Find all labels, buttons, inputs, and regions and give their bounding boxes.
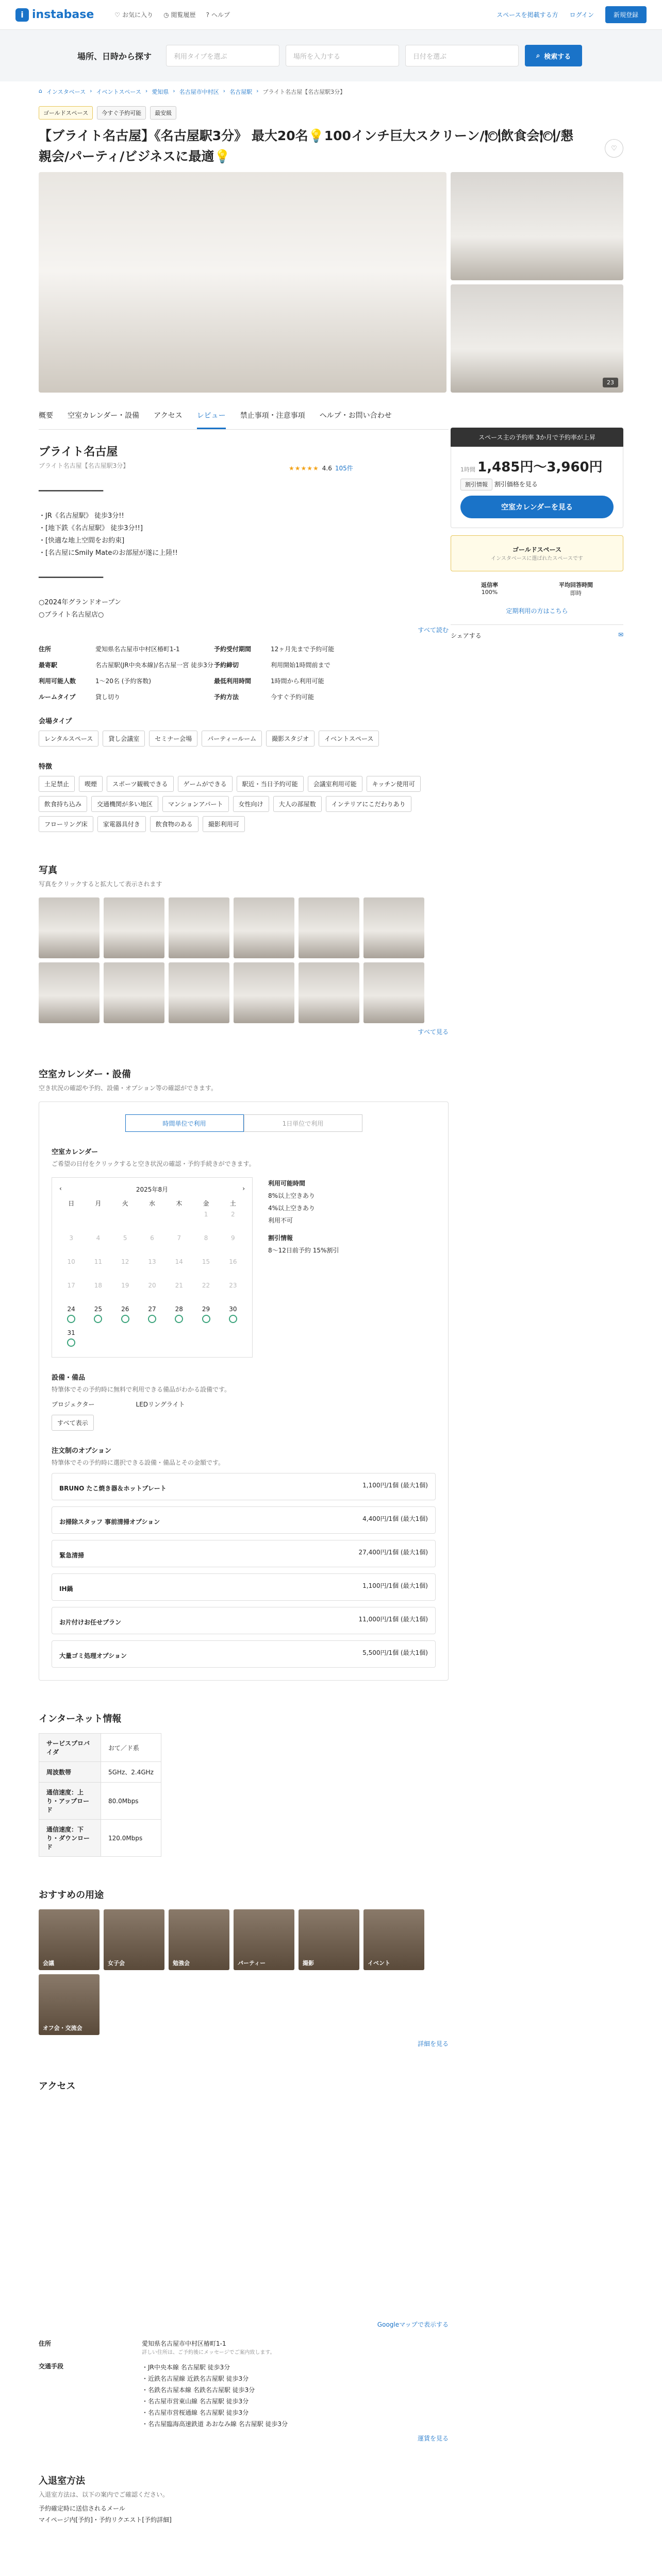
calendar-section-title: 空室カレンダー (52, 1148, 98, 1156)
calendar-tabs (52, 1114, 436, 1132)
internet-value: おて／ド系 (101, 1734, 161, 1762)
photos-sub: 写真をクリックすると拡大して表示されます (39, 880, 162, 888)
tab-hourly[interactable]: 時間単位で利用 (125, 1114, 244, 1132)
traffic-item: ・近鉄名古屋線 近鉄名古屋駅 徒歩3分 (142, 2375, 249, 2382)
info-grid (39, 645, 449, 701)
access-info (39, 2339, 449, 2430)
calendar-day[interactable]: 25 (86, 1306, 110, 1326)
calendar-day: 23 (229, 1282, 237, 1289)
equipment-sub: 特筆体でその予約時に無料で利用できる備品がわかる設備です。 (52, 1386, 231, 1393)
info-value: 名古屋駅(JR中央本線)/名古屋一宮 徒歩3分 (95, 662, 213, 669)
options-sub: 特筆体でその予約時に選択できる設備・備品とその金額です。 (52, 1459, 225, 1466)
header (0, 0, 662, 30)
internet-title: インターネット情報 (39, 1714, 122, 1724)
fare-link[interactable]: 運賃を見る (417, 2435, 449, 2442)
internet-row (39, 1734, 161, 1762)
legend-item: 4%以上空きあり (268, 1205, 316, 1212)
use-label: イベント (368, 1960, 390, 1967)
calendar-blank (167, 1211, 191, 1231)
photo-thumb[interactable] (299, 897, 359, 958)
gallery-photo[interactable] (451, 284, 623, 393)
access-title: アクセス (39, 2081, 76, 2092)
types-title: 会場タイプ (39, 718, 72, 725)
instant-badge: 今すぐ予約可能 (97, 106, 146, 120)
internet-key: 通信速度：下り・ダウンロード (39, 1820, 101, 1857)
photo-count[interactable]: 23 (603, 378, 618, 387)
feature-chip: 喫煙 (79, 776, 103, 792)
uses-more-link[interactable]: 詳細を見る (417, 2040, 449, 2047)
stat-value: 100% (481, 589, 498, 596)
calendar-day[interactable]: 27 (140, 1306, 164, 1326)
sidebar (451, 428, 623, 640)
photos-more-link[interactable]: すべて見る (418, 1028, 449, 1036)
gallery (39, 172, 623, 393)
calendar-day: 19 (121, 1282, 129, 1289)
photo-thumb[interactable] (39, 897, 100, 958)
date-input[interactable]: 日付を選ぶ (405, 45, 519, 66)
section-tabs (39, 403, 449, 430)
info-value: 1〜20名 (予約客数) (95, 677, 152, 685)
type-chip: パーティールーム (202, 731, 262, 747)
equipment-more-button[interactable]: すべて表示 (52, 1415, 94, 1431)
feature-chip: フローリング床 (39, 816, 93, 832)
rating[interactable] (289, 464, 353, 472)
feature-chip: 家電器具付き (97, 816, 146, 832)
calendar-blank (86, 1211, 110, 1231)
calendar-day: 2 (231, 1211, 235, 1218)
option-item[interactable] (52, 1506, 436, 1534)
calendar-day: 4 (96, 1234, 101, 1242)
calendar-hint: ご希望の日付をクリックすると空き状況の確認・予約手続きができます。 (52, 1160, 255, 1167)
tab-calendar[interactable]: 空室カレンダー・設備 (68, 412, 140, 420)
use-label: 撮影 (303, 1960, 314, 1967)
calendar-day: 18 (94, 1282, 103, 1289)
calendar-month: 2025年8月 (136, 1186, 169, 1193)
equipment-item: LEDリングライト (136, 1401, 185, 1408)
location-input[interactable]: 場所を入力する (286, 45, 399, 66)
use-label: 会議 (43, 1960, 54, 1967)
info-key: 住所 (39, 646, 52, 653)
calendar-day: 8 (204, 1234, 208, 1242)
tab-reviews[interactable]: レビュー (197, 403, 226, 429)
types-chips (39, 731, 449, 747)
read-more-link[interactable]: すべて読む (418, 626, 449, 634)
feature-chip: ゲームができる (178, 776, 233, 792)
calendar-cta-button[interactable]: 空室カレンダーを見る (460, 496, 614, 518)
internet-key: 通信速度：上り・アップロード (39, 1783, 101, 1820)
calendar-sub: 空き状況の確認や予約、設備・オプション等の確認ができます。 (39, 1084, 217, 1092)
photo-thumb[interactable] (104, 897, 164, 958)
left-column (39, 443, 449, 2526)
regular-plan-link[interactable]: 定期利用の方はこちら (506, 607, 568, 615)
feature-chip: マンションアパート (162, 796, 229, 812)
calendar-panel (39, 1101, 449, 1681)
photo-thumb[interactable] (363, 962, 424, 1023)
option-price: 11,000円/1個 (最大1個) (358, 1616, 428, 1623)
uses-title: おすすめの用途 (39, 1890, 104, 1901)
features-chips (39, 776, 449, 832)
calendar-day[interactable]: 28 (167, 1306, 191, 1326)
calendar-day[interactable]: 26 (113, 1306, 137, 1326)
main-photo[interactable] (39, 172, 446, 393)
option-price: 1,100円/1個 (最大1個) (362, 1582, 428, 1589)
internet-row (39, 1820, 161, 1857)
use-label: パーティー (238, 1960, 266, 1967)
calendar-title: 空室カレンダー・設備 (39, 1069, 131, 1080)
photo-thumb[interactable] (363, 897, 424, 958)
space-name: ブライト名古屋 (39, 446, 118, 459)
photos-title: 写真 (39, 865, 57, 876)
option-item[interactable] (52, 1607, 436, 1634)
heart-icon: ♡ (611, 144, 617, 152)
breadcrumb-item[interactable]: 名古屋駅 (229, 89, 253, 95)
info-value: 今すぐ予約可能 (271, 693, 315, 701)
nav-label: ヘルプ (211, 11, 230, 19)
equipment-item: プロジェクター (52, 1401, 95, 1408)
traffic-item: ・名古屋市営東山線 名古屋駅 徒歩3分 (142, 2398, 249, 2405)
calendar-day[interactable]: 24 (59, 1306, 83, 1326)
traffic-list (142, 2362, 449, 2430)
month-calendar (52, 1177, 253, 1358)
header-right (496, 6, 647, 23)
info-key: 利用可能人数 (39, 677, 76, 685)
address-label: 住所 (39, 2340, 52, 2347)
option-item[interactable] (52, 1640, 436, 1668)
gold-title: ゴールドスペース (512, 546, 562, 553)
breadcrumb-item[interactable]: 名古屋市中村区 (179, 89, 219, 95)
logo[interactable] (15, 8, 94, 22)
use-card[interactable] (39, 1909, 100, 1970)
rating-value: 4.6 (322, 464, 332, 472)
description: ━━━━━━━━━━━━━━━━ ・JR《名古屋駅》 徒歩3分!! ・[地下鉄《名古屋駅》 徒歩3分!!] ・[快適な地上空間をお約束] ・[名古屋にSmily Mateのお部屋が遂に上陸!! ━━━━━━━━━━━━━━━━ ○2024年グランドオープン ○ブライト名古屋店○ (39, 487, 178, 619)
calendar-day[interactable]: 29 (194, 1306, 218, 1326)
main-content (0, 106, 662, 2526)
legend-item: 8%以上空きあり (268, 1192, 316, 1199)
feature-chip: 撮影利用可 (203, 816, 245, 832)
photo-thumb[interactable] (39, 962, 100, 1023)
internet-table (39, 1733, 161, 1857)
traffic-item: ・JR中央本線 名古屋駅 徒歩3分 (142, 2364, 230, 2371)
home-icon[interactable]: ⌂ (39, 88, 42, 94)
help-icon: ? (206, 11, 209, 19)
cheapest-badge: 最安級 (150, 106, 176, 120)
feature-chip: スポーツ観戦できる (107, 776, 174, 792)
weekday-label: 水 (148, 1200, 155, 1207)
option-item[interactable] (52, 1473, 436, 1500)
calendar-day: 10 (67, 1258, 75, 1265)
nav-history[interactable] (163, 10, 196, 19)
info-value: 愛知県名古屋市中村区椿町1-1 (95, 646, 180, 653)
weekday-label: 金 (203, 1200, 209, 1207)
gold-sub: インスタベースに選ばれたスペースです (491, 556, 583, 562)
features-title: 特徴 (39, 763, 53, 771)
type-chip: セミナー会場 (149, 731, 197, 747)
photo-grid (39, 897, 449, 1023)
list-space-link[interactable]: スペースを掲載する方 (496, 11, 558, 19)
calendar-blank (113, 1211, 137, 1231)
address: 愛知県名古屋市中村区椿町1-1 (142, 2340, 226, 2347)
feature-chip: 飲食物のある (150, 816, 198, 832)
option-name: IH鍋 (59, 1585, 73, 1592)
internet-value: 80.0Mbps (101, 1783, 161, 1820)
calendar-day: 9 (231, 1234, 235, 1242)
breadcrumb-current: ブライト名古屋【名古屋駅3分】 (262, 89, 346, 95)
calendar-day: 21 (175, 1282, 183, 1289)
gold-box (451, 535, 623, 571)
weekday-label: 火 (122, 1200, 128, 1207)
option-name: お掃除スタッフ 事前清掃オプション (59, 1518, 160, 1526)
stat-label: 返信率 (481, 582, 498, 588)
traffic-item: ・名古屋市営桜通線 名古屋駅 徒歩3分 (142, 2409, 249, 2416)
calendar-day: 1 (204, 1211, 208, 1218)
discount-link[interactable]: 割引価格を見る (494, 481, 538, 488)
search-bar (0, 30, 662, 81)
feature-chip: 飲食持ち込み (39, 796, 87, 812)
register-button[interactable]: 新規登録 (605, 6, 647, 23)
gallery-side (451, 172, 623, 393)
info-key: 最低利用時間 (214, 677, 252, 685)
prev-month-icon[interactable]: ‹ (59, 1185, 62, 1192)
gold-badge: ゴールドスペース (39, 106, 93, 120)
option-name: BRUNO たこ焼き器＆ホットプレート (59, 1485, 167, 1492)
option-price: 5,500円/1個 (最大1個) (362, 1649, 428, 1656)
option-price: 4,400円/1個 (最大1個) (362, 1515, 428, 1522)
photo-thumb[interactable] (234, 897, 294, 958)
type-chip: イベントスペース (319, 731, 379, 747)
calendar-legend (268, 1177, 339, 1358)
nav-help[interactable] (206, 10, 230, 19)
type-chip: レンタルスペース (39, 731, 98, 747)
equipment-title: 設備・備品 (52, 1374, 86, 1382)
search-button-label: 検索する (544, 53, 571, 61)
weekday-label: 日 (68, 1200, 75, 1207)
feature-chip: 会議室利用可能 (308, 776, 362, 792)
photo-thumb[interactable] (234, 962, 294, 1023)
logo-icon: i (15, 8, 29, 22)
internet-value: 120.0Mbps (101, 1820, 161, 1857)
internet-key: サービスプロバイダ (39, 1734, 101, 1762)
feature-chip: 土足禁止 (39, 776, 75, 792)
options-list (52, 1473, 436, 1668)
internet-key: 周波数帯 (39, 1762, 101, 1783)
page-title: 【ブライト名古屋】《名古屋駅3分》 最大20名💡100インチ巨大スクリーン/🍽飲食会🍽/懇親会/パーティ/ビジネスに最適💡 (39, 128, 574, 164)
option-item[interactable] (52, 1573, 436, 1601)
tab-daily[interactable]: 1日単位で利用 (244, 1114, 362, 1132)
tab-help[interactable]: ヘルプ・お問い合わせ (319, 412, 392, 420)
calendar-day: 15 (202, 1258, 210, 1265)
discount-label: 割引情報 (460, 479, 492, 490)
use-label: 女子会 (108, 1960, 125, 1967)
calendar-blank (59, 1211, 83, 1231)
calendar-day: 13 (148, 1258, 156, 1265)
search-icon: ⌕ (536, 52, 540, 60)
feature-chip: インテリアにこだわりあり (326, 796, 411, 812)
tab-overview[interactable]: 概要 (39, 412, 53, 420)
weekday-label: 木 (176, 1200, 183, 1207)
info-value: 貸し切り (95, 693, 121, 701)
photo-thumb[interactable] (169, 962, 229, 1023)
info-key: 最寄駅 (39, 662, 58, 669)
use-card[interactable] (39, 1974, 100, 2035)
feature-chip: 駅近・当日予約可能 (237, 776, 304, 792)
feature-chip: キッチン使用可 (367, 776, 421, 792)
use-card[interactable] (169, 1909, 229, 1970)
calendar-day[interactable]: 30 (221, 1306, 245, 1326)
info-key: 予約方法 (214, 693, 239, 701)
calendar-day: 22 (202, 1282, 210, 1289)
calendar-day: 14 (175, 1258, 183, 1265)
info-key: 予約受付期間 (214, 646, 252, 653)
side-top-text: スペース主の予約率 (478, 434, 534, 441)
option-price: 1,100円/1個 (最大1個) (362, 1482, 428, 1489)
price-range: 1,485円〜3,960円 (477, 460, 603, 475)
uses-grid (39, 1909, 449, 2035)
heart-icon: ♡ (114, 11, 121, 19)
next-month-icon[interactable]: › (242, 1185, 245, 1192)
type-chip: 撮影スタジオ (266, 731, 315, 747)
weekday-label: 月 (95, 1200, 102, 1207)
calendar-day: 5 (123, 1234, 127, 1242)
calendar-blank (140, 1211, 164, 1231)
share-label: シェアする (451, 632, 482, 639)
calendar-day: 20 (148, 1282, 156, 1289)
traffic-item: ・名鉄名古屋本線 名鉄名古屋駅 徒歩3分 (142, 2386, 255, 2394)
use-label: オフ会・交流会 (43, 2025, 82, 2031)
entry-title: 入退室方法 (39, 2476, 85, 2486)
photo-thumb[interactable] (169, 897, 229, 958)
use-card[interactable] (299, 1909, 359, 1970)
login-link[interactable]: ログイン (569, 11, 594, 19)
calendar-day: 7 (177, 1234, 181, 1242)
feature-chip: 女性向け (233, 796, 269, 812)
traffic-label: 交通手段 (39, 2363, 64, 2370)
nav-label: 閲覧履歴 (171, 11, 196, 19)
option-name: 大量ゴミ処理オプション (59, 1652, 127, 1659)
info-value: 利用開始1時間前まで (271, 662, 330, 669)
option-name: 緊急清掃 (59, 1552, 85, 1559)
feature-chip: 交通機関が多い地区 (91, 796, 158, 812)
use-card[interactable] (234, 1909, 294, 1970)
header-nav (114, 10, 230, 19)
side-rate-text: 3か月で予約率が上昇 (536, 434, 595, 441)
photo-thumb[interactable] (299, 962, 359, 1023)
tab-access[interactable]: アクセス (154, 412, 183, 420)
calendar-day: 11 (94, 1258, 103, 1265)
photo-thumb[interactable] (104, 962, 164, 1023)
usage-type-input[interactable]: 利用タイプを選ぶ (166, 45, 279, 66)
info-key: ルームタイプ (39, 693, 76, 701)
use-card[interactable] (104, 1909, 164, 1970)
search-label: 場所、日時から探す (77, 51, 152, 61)
tab-rules[interactable]: 禁止事項・注意事項 (240, 412, 305, 420)
mail-icon[interactable]: ✉ (618, 631, 623, 638)
entry-item: 予約確定時に送信されるメール (39, 2505, 125, 2512)
entry-sub: 入退室方法は、以下の案内でご確認ください。 (39, 2491, 169, 2498)
weekday-label: 土 (229, 1200, 236, 1207)
internet-row (39, 1762, 161, 1783)
discount-title: 割引情報 (268, 1234, 293, 1242)
legend-item: 利用不可 (268, 1217, 293, 1224)
map[interactable] (39, 2099, 449, 2316)
calendar-day: 3 (69, 1234, 73, 1242)
calendar-day: 12 (121, 1258, 129, 1265)
stat-value: 即時 (570, 590, 582, 597)
discount-text: 8〜12日前予約 15%割引 (268, 1247, 339, 1254)
clock-icon: ◷ (163, 11, 169, 19)
info-value: 1時間から利用可能 (271, 677, 324, 685)
option-item[interactable] (52, 1540, 436, 1567)
breadcrumb-item[interactable]: 愛知県 (152, 89, 169, 95)
stat-label: 平均回答時間 (559, 582, 593, 588)
info-value: 12ヶ月先まで予約可能 (271, 646, 335, 653)
breadcrumb: ⌂ インスタベース › イベントスペース › 愛知県 › 名古屋市中村区 › 名古屋駅 › ブライト名古屋【名古屋駅3分】 (39, 88, 346, 95)
google-map-link[interactable]: Googleマップで表示する (377, 2321, 449, 2328)
badges (39, 106, 623, 120)
option-name: お片付けお任せプラン (59, 1619, 122, 1626)
traffic-item: ・名古屋臨海高速鉄道 あおなみ線 名古屋駅 徒歩3分 (142, 2420, 288, 2428)
price-unit: 1時間 (460, 466, 475, 473)
type-chip: 貸し会議室 (103, 731, 145, 747)
breadcrumb-item[interactable]: インスタベース (46, 89, 86, 95)
favorite-button[interactable] (605, 139, 623, 158)
entry-item: マイページ内[予約]・予約リクエスト[予約詳細] (39, 2516, 172, 2523)
legend-title: 利用可能時間 (268, 1180, 306, 1187)
address-note: 詳しい住所は、ご予約後にメッセージでご案内致します。 (142, 2350, 275, 2355)
price-box (451, 447, 623, 528)
nav-label: お気に入り (122, 11, 154, 19)
calendar-day: 17 (67, 1282, 75, 1289)
gallery-photo[interactable] (451, 172, 623, 280)
options-title: 注文制のオプション (52, 1447, 111, 1455)
star-icons: ★★★★★ (289, 464, 319, 472)
search-button[interactable] (525, 45, 582, 66)
use-card[interactable] (363, 1909, 424, 1970)
internet-value: 5GHz、2.4GHz (101, 1762, 161, 1783)
feature-chip: 大人の部屋数 (273, 796, 322, 812)
space-subname: ブライト名古屋【名古屋駅3分】 (39, 462, 129, 469)
use-label: 勉強会 (173, 1960, 190, 1967)
internet-row (39, 1783, 161, 1820)
review-count[interactable]: 105件 (335, 465, 353, 472)
logo-text: instabase (32, 8, 94, 21)
calendar-day: 16 (229, 1258, 237, 1265)
option-price: 27,400円/1個 (最大1個) (358, 1549, 428, 1556)
calendar-day[interactable]: 31 (59, 1329, 83, 1350)
breadcrumb-item[interactable]: イベントスペース (96, 89, 141, 95)
calendar-grid (59, 1199, 245, 1350)
nav-favorites[interactable] (114, 10, 153, 19)
calendar-day: 6 (150, 1234, 154, 1242)
info-key: 予約締切 (214, 662, 239, 669)
